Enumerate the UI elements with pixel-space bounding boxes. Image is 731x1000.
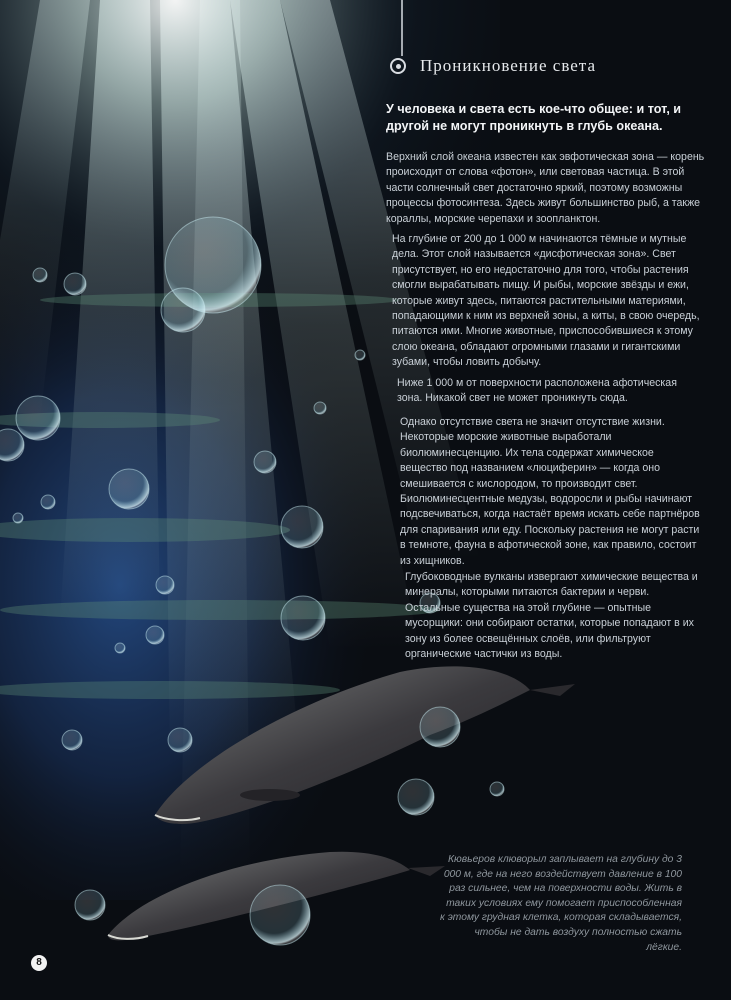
paragraph-volcanoes: Глубоководные вулканы извергают химические вещества и минералы, которыми питаются бактерии и черви. Остальные существа на этой глубине — опытные мусорщики: они собирают остатки, которые попадают в их зону из более освещённых слоёв, или фильтруют органические частички из воды. <box>405 571 698 661</box>
whale-caption: Кювьеров клюворыл заплывает на глубину до 3 000 м, где на него воздействует давление в 100 раз сильнее, чем на поверхности воды. Жить в таких условиях ему помогает приспособленная к этому грудная клетка, которая складывается, чтобы не дать воздуху полностью сжать лёгкие. <box>440 854 683 953</box>
section-title: Проникновение света <box>420 56 596 75</box>
paragraph-bioluminescence: Однако отсутствие света не значит отсутствие жизни. Некоторые морские животные выработали биолюминесценцию. Их тела содержат химическое вещество под названием «люциферин» — когда оно смешивается с кислородом, то производит свет. Биолюминесцентные медузы, водоросли и рыбы начинают подсвечиваться, когда настаёт время искать себе партнёров для спаривания или еду. Поскольку растения не могут расти в темноте, фауна в афотической зоне, как правило, состоит из хищников. <box>400 416 700 567</box>
paragraph-euphotic: Верхний слой океана известен как эвфотическая зона — корень происходит от слова «фотон», или световая частица. В этой части солнечный свет достаточно яркий, поэтому возможны процессы фотосинтеза. Здесь живут большинство рыб, а также кораллы, морские черепахи и зоопланктон. <box>386 151 705 225</box>
lead-text: У человека и света есть кое-что общее: и тот, и другой не могут проникнуть в глубь океана. <box>386 102 682 133</box>
paragraph-disphotic: На глубине от 200 до 1 000 м начинаются тёмные и мутные дела. Этот слой называется «дисфотическая зона». Свет присутствует, но его недостаточно для того, чтобы растения смогли вырабатывать пищу. И рыбы, морские звёзды и ежи, которые живут здесь, питаются растительными материями, попадающими к ним из верхней зоны, а киты, в свою очередь, питаются ими. Многие животные, приспособившиеся к этому слою океана, обладают огромными глазами и гигантскими зубами, чтобы ловить добычу. <box>392 233 700 369</box>
page-number: 8 <box>31 955 47 971</box>
section-header <box>390 56 596 76</box>
paragraph-aphotic: Ниже 1 000 м от поверхности расположена афотическая зона. Никакой свет не может проникнуть сюда. <box>397 377 677 405</box>
section-marker-icon <box>390 58 406 74</box>
